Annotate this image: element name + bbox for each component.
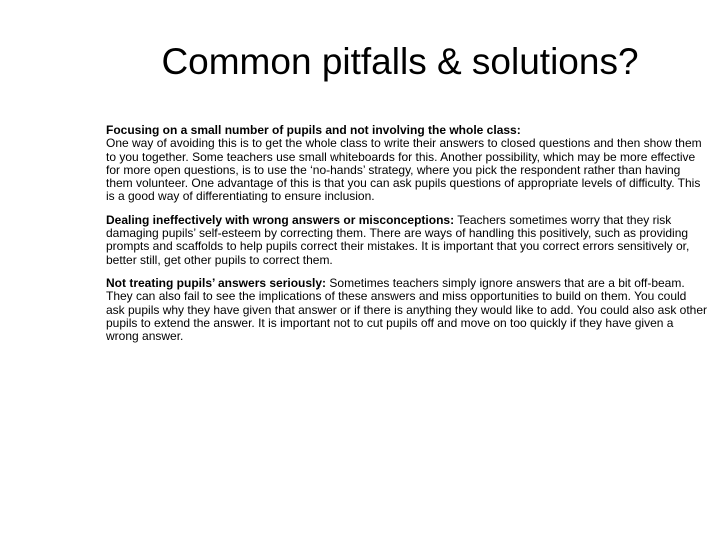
paragraph-text: Teachers sometimes worry that they risk damaging pupils’ self-esteem by correcting them. There are ways of handling this positively, such as providing prompts and scaffolds to help pupils correct their mistakes. It is important that you correct errors sensitively or, better still, get other pupils to correct them. — [106, 212, 690, 267]
paragraph-text: Sometimes teachers simply ignore answers that are a bit off-beam. They can also fail to see the implications of these answers and miss opportunities to build on them. You could ask pupils why they have given that answer or if there is anything they would like to add. You could also ask other pupils to extend the answer. It is important not to cut pupils off and move on too quickly if they have given a wrong answer. — [106, 275, 708, 344]
paragraph-not-serious — [106, 277, 708, 343]
paragraph-text: One way of avoiding this is to get the whole class to write their answers to closed questions and then show them to you together. Some teachers use small whiteboards for this. Another possibility, which may be more effective for more open questions, is to use the ‘no-hands’ strategy, where you pick the respondent rather than having them volunteer. One advantage of this is that you can ask pupils questions of appropriate levels of difficulty. This is a good way of differentiating to ensure inclusion. — [106, 136, 702, 204]
paragraph-heading: Focusing on a small number of pupils and not involving the whole class: — [106, 123, 521, 137]
slide-title: Common pitfalls & solutions? — [161, 41, 639, 82]
slide-body — [106, 124, 708, 353]
paragraph-heading: Dealing ineffectively with wrong answers or misconceptions: — [106, 212, 455, 227]
paragraph-focusing — [106, 124, 708, 204]
paragraph-heading: Not treating pupils’ answers seriously: — [106, 275, 327, 290]
paragraph-wrong-answers — [106, 214, 708, 267]
